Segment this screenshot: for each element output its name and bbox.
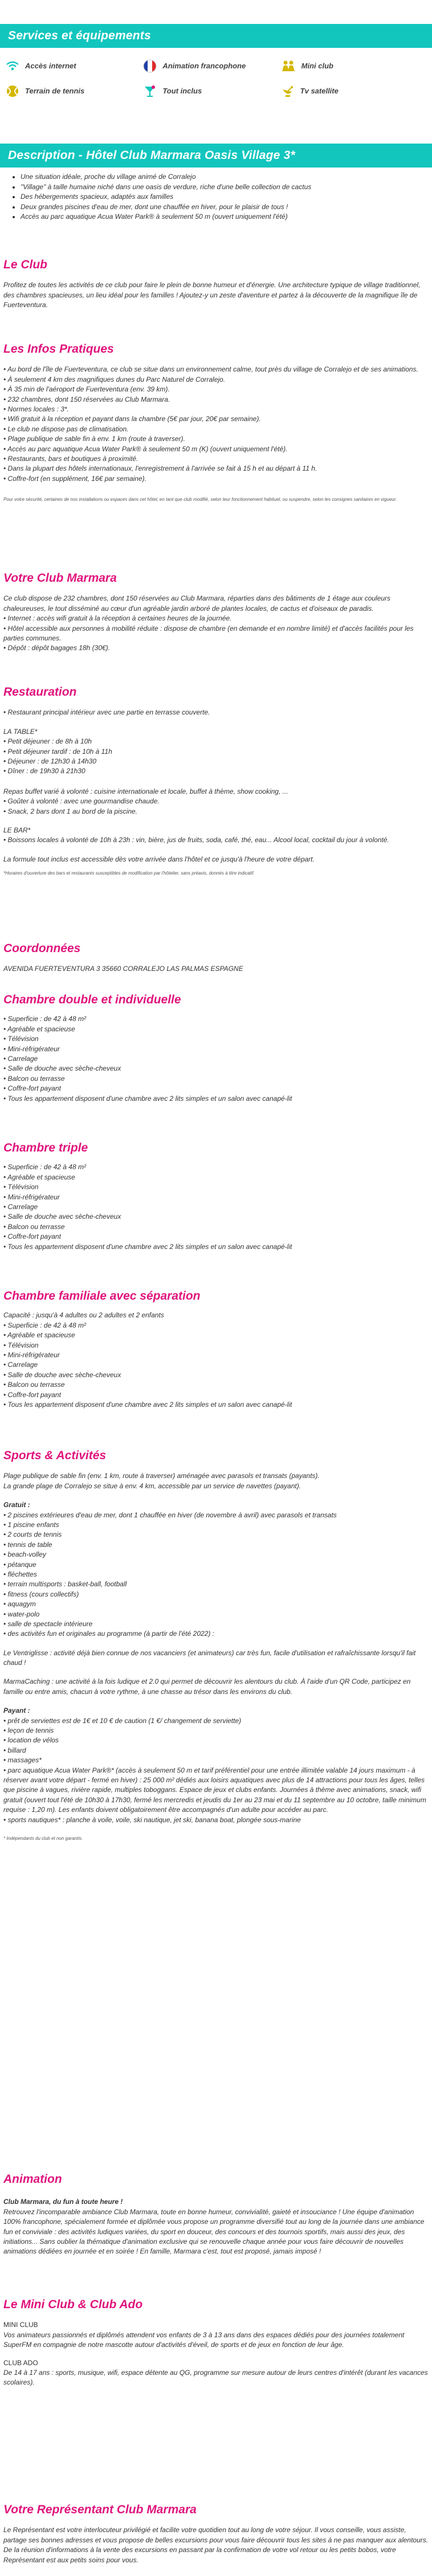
list-item: • Tous les appartement disposent d'une chambre avec 2 lits simples et un salon avec canapé-lit [3,1094,292,1103]
paragraph: Plage publique de sable fin (env. 1 km, route à traverser) aménagée avec parasols et transats (payants). [3,1472,320,1480]
list-item: • sports nautiques* : planche à voile, voile, ski nautique, jet ski, banana boat, plongée sous-marine [3,1815,301,1824]
miniclub-title: Le Mini Club & Club Ado [3,2298,143,2311]
list-item: • salle de spectacle intérieure [3,1619,93,1628]
list-item: • Le club ne dispose pas de climatisation. [3,424,129,433]
list-item: • fléchettes [3,1570,37,1578]
service-allinclusive [143,84,280,98]
room-capacity: Capacité : jusqu'à 4 adultes ou 2 adultes et 2 enfants [3,1311,164,1320]
list-item: • Tous les appartement disposent d'une chambre avec 2 lits simples et un salon avec canapé-lit [3,1400,292,1409]
list-item: • Superficie : de 42 à 48 m² [3,1015,86,1023]
description-header: Description - Hôtel Club Marmara Oasis Village 3* [0,144,432,168]
table-hours [3,737,429,777]
list-item: • Wifi gratuit à la réception et payant dans la chambre (5€ par jour, 20€ par semaine). [3,415,261,423]
sports-title: Sports & Activités [3,1449,107,1462]
room-features [3,1014,429,1104]
animation-lead: Club Marmara, du fun à toute heure ! [3,2198,123,2206]
miniclub-text: Vos animateurs passionnés et diplômés attendent vos enfants de 3 à 13 ans dans des espaces dédiés pour des journées totalement SuperFM en compagnie de notre mascotte autour d'activités d'éveil, de sports et de jeux en fonction de leur âge. [3,2330,405,2349]
service-label: Accès internet [25,62,76,71]
infos-list [3,365,429,484]
list-item: • leçon de tennis [3,1726,54,1735]
list-item: • Mini-réfrigérateur [3,1044,60,1053]
list-item: • Carrelage [3,1055,38,1063]
restauration-note: *Horaires d'ouverture des bars et restaurants susceptibles de modification par l'hôtelier, sans préavis, donnés à titre indicatif. [3,871,255,876]
list-item: • Superficie : de 42 à 48 m² [3,1163,86,1171]
list-item: • terrain multisports : basket-ball, football [3,1580,127,1589]
gratuit-list [3,1511,429,1639]
votre-club-title: Votre Club Marmara [3,571,117,585]
list-item: • Au bord de l'île de Fuerteventura, ce club se situe dans un environnement calme, tout près du village de Corralejo et de ses animations. [3,365,418,374]
room-title: Chambre familiale avec séparation [3,1289,201,1303]
list-item: • Salle de douche avec sèche-cheveux [3,1064,121,1073]
service-tennis [6,84,143,98]
list-item: • Snack, 2 bars dont 1 au bord de la piscine. [3,807,138,815]
list-item: • Mini-réfrigérateur [3,1193,60,1201]
sports-note: * Indépendants du club et non garantis. [3,1835,83,1841]
sports-intro [3,1471,429,1491]
list-item: • Salle de douche avec sèche-cheveux [3,1370,121,1379]
list-item: • Des hébergements spacieux, adaptés aux familles [21,192,432,202]
service-miniclub [281,59,418,73]
service-label: Tv satellite [300,87,339,96]
list-item: • Tous les appartement disposent d'une chambre avec 2 lits simples et un salon avec canapé-lit [3,1242,292,1251]
list-item: • billard [3,1746,26,1754]
list-item: • prêt de serviettes est de 1€ et 10 € de caution (1 €/ changement de serviette) [3,1716,242,1725]
wifi-icon [6,60,19,72]
restauration-intro: • Restaurant principal intérieur avec une partie en terrasse couverte. [3,708,210,717]
paragraph: Ce club dispose de 232 chambres, dont 150 réservées au Club Marmara, réparties dans des bâtiments de 1 étage aux couleurs chaleureuses, le tout disséminé au cœur d'un agréable jardin arboré de plantes locales, de cactus et d'oiseaux de paradis. [3,594,391,613]
restauration-title: Restauration [3,685,77,699]
service-label: Animation francophone [162,62,246,71]
list-item: • beach-volley [3,1550,46,1559]
list-item: • Balcon ou terrasse [3,1074,65,1083]
list-item: • À 35 min de l'aéroport de Fuerteventura (env. 39 km). [3,385,170,394]
rep-text: Le Représentant est votre interlocuteur privilégié et facilite votre quotidien tout au long de votre séjour. Il vous conseille, vous assiste, partage ses bonnes adresses et vous propose de belles excursions pour vous faire découvrir tous les sites à ne pas manquer aux alentours. De la réunion d'informations à la vente des excursions en passant par la confirmation de votre vol retour ou les petits bobos, votre Représentant est aux petits soins pour vous. [3,2526,429,2564]
list-item: • location de vélos [3,1736,59,1745]
list-item: • Mini-réfrigérateur [3,1351,60,1359]
room-title: Chambre double et individuelle [3,993,181,1006]
bar-text: • Boissons locales à volonté de 10h à 23h : vin, bière, jus de fruits, soda, café, thé, eau... Alcool local, cocktail du jour à volonté. [3,836,389,844]
list-item: • Superficie : de 42 à 48 m² [3,1321,86,1329]
room-title: Chambre triple [3,1141,88,1154]
services-grid [0,48,432,98]
list-item: • aquagym [3,1600,36,1609]
list-item: • Coffre-fort payant [3,1084,61,1093]
list-item: • Dans la plupart des hôtels internationaux, l'enregistrement à l'arrivée se fait à 15 h et au départ à 11 h. [3,464,317,473]
list-item: • water-polo [3,1610,40,1618]
list-item: • Déjeuner : de 12h30 à 14h30 [3,757,96,765]
clubado-text: De 14 à 17 ans : sports, musique, wifi, espace détente au QG, programme sur mesure autour de leurs centres d'intérêt (durant les vacances scolaires). [3,2369,428,2387]
list-item: • 232 chambres, dont 150 réservées au Club Marmara. [3,395,170,403]
list-item: • Dépôt : dépôt bagages 18h (30€). [3,644,111,652]
list-item: • Plage publique de sable fin à env. 1 km (route à traverser). [3,435,185,443]
coord-title: Coordonnées [3,942,81,955]
service-label: Terrain de tennis [25,87,85,96]
cocktail-icon [143,84,157,98]
list-item: • tennis de table [3,1540,52,1549]
clubado-head: CLUB ADO [3,2358,38,2367]
animation-title: Animation [3,2173,62,2186]
list-item: • Agréable et spacieuse [3,1331,75,1340]
payant-list [3,1716,429,1825]
list-item: • Carrelage [3,1203,38,1211]
votre-club-text [3,594,429,653]
service-label: Mini club [301,62,333,71]
list-item: • Une situation idéale, proche du village animé de Corralejo [21,172,432,182]
satellite-icon [281,84,295,98]
list-item: • À seulement 4 km des magnifiques dunes du Parc Naturel de Corralejo. [3,375,226,383]
list-item: • 1 piscine enfants [3,1521,59,1529]
description-list [0,172,432,222]
service-tv [281,84,418,98]
list-item: • Normes locales : 3*. [3,405,69,413]
marmacaching-text: MarmaCaching : une activité à la fois ludique et 2.0 qui permet de découvrir les alentours du club. À l'aide d'un QR Code, participez en famille ou entre amis, chacun à votre rythme, à une chasse au trésor dans les environs du club. [3,1677,411,1696]
list-item: • Petit déjeuner : de 8h à 10h [3,737,92,746]
list-item: • Petit déjeuner tardif : de 10h à 11h [3,747,112,756]
list-item: • Dîner : de 19h30 à 21h30 [3,767,85,775]
list-item: • Agréable et spacieuse [3,1173,75,1181]
list-item: • Internet : accès wifi gratuit à la réception à certaines heures de la journée. [3,614,232,623]
infos-title: Les Infos Pratiques [3,342,114,356]
list-item: • Télévision [3,1035,39,1043]
bar-head: LE BAR* [3,826,31,834]
room-features [3,1321,429,1410]
list-item: • massages* [3,1756,42,1765]
list-item: • parc aquatique Acua Water Park®* (accès à seulement 50 m et tarif préférentiel pour une entrée illimitée valable 14 jours maximum - à réserver avant votre départ - fermé en hiver) : 25 000 m² dédiés aux loisirs aquatiques avec plus de 14 attractions pour tous les âges, telles que piscine à vagues, rivière rapide, multiples toboggans. Espace de jeux et clubs enfants. Journées à thème avec animations, snack, wifi gratuit (ouvert tout l'été de 10h30 à 17h30, fermé les mercredis et jeudis du 1er au 23 mai et du 11 septembre au 10 octobre, taille minimum requise : 1,20 m). Les enfants doivent obligatoirement être accompagnés d'un adulte pour accéder au parc. [3,1766,426,1814]
list-item: • des activités fun et originales au programme (à partir de l'été 2022) : [3,1630,215,1638]
list-item: • Agréable et spacieuse [3,1024,75,1033]
french-flag-icon [143,59,157,73]
list-item: • Télévision [3,1341,39,1349]
address: AVENIDA FUERTEVENTURA 3 35660 CORRALEJO LAS PALMAS ESPAGNE [3,965,243,973]
list-item: • 2 courts de tennis [3,1530,62,1539]
list-item: • Goûter à volonté : avec une gourmandise chaude. [3,797,160,806]
service-animation [143,59,280,73]
service-internet [6,59,143,73]
list-item: • 2 piscines extérieures d'eau de mer, dont 1 chauffée en hiver (de novembre à avril) avec parasols et transats [3,1511,337,1519]
list-item: • Balcon ou terrasse [3,1222,65,1231]
tennis-icon [6,84,19,98]
formule-text: La formule tout inclus est accessible dès votre arrivée dans l'hôtel et ce jusqu'à l'heure de votre départ. [3,855,315,863]
paragraph: La grande plage de Corralejo se situe à env. 4 km, accessible par un service de navettes (payant). [3,1481,301,1490]
rep-title: Votre Représentant Club Marmara [3,2503,197,2516]
list-item: • fitness (cours collectifs) [3,1590,79,1598]
list-item: • Deux grandes piscines d'eau de mer, dont une chauffée en hiver, pour le plaisir de tous ! [21,202,432,212]
animation-text: Retrouvez l'incomparable ambiance Club Marmara, toute en bonne humeur, convivialité, gaieté et insouciance ! Une équipe d'animation 100% francophone, spécialement formée et diplômée vous propose un programme diversifié tout au long de la journée dans une ambiance fun et conviviale : des activités ludiques variées, du sport en douceur, des concours et des tournois sportifs, mais aussi des jeux, des initiations... Sans oublier la thématique d'animation exclusive qui se renouvelle chaque année pour vous faire découvrir de nouvelles animations dédiées en journée et en soirée ! En famille, Marmara c'est, tout est proposé, jamais imposé ! [3,2207,425,2256]
services-header: Services et équipements [0,24,432,48]
room-features [3,1162,429,1252]
list-item: • Coffre-fort payant [3,1232,61,1241]
infos-note: Pour votre sécurité, certaines de nos installations ou espaces dans cet hôtel, en tant que club modifié, selon leur fonctionnement habituel, ou suspendre, selon les consignes sanitaires en vigueur. [3,497,397,503]
club-title: Le Club [3,258,47,271]
list-item: • Coffre-fort payant [3,1390,61,1399]
repas-list [3,787,429,817]
list-item: • Coffre-fort (en supplément, 16€ par semaine). [3,474,146,483]
list-item: • Carrelage [3,1361,38,1369]
list-item: • Accès au parc aquatique Acua Water Park® à seulement 50 m (K) (ouvert uniquement l'été). [3,444,288,453]
kids-icon [281,60,296,72]
list-item: • Restaurants, bars et boutiques à proximité. [3,454,138,463]
list-item: • Balcon ou terrasse [3,1381,65,1389]
list-item: • Salle de douche avec sèche-cheveux [3,1213,121,1221]
service-label: Tout inclus [162,87,202,96]
list-item: • Télévision [3,1183,39,1191]
list-item: • Accès au parc aquatique Acua Water Park® à seulement 50 m (ouvert uniquement l'été) [21,212,432,222]
list-item: • "Village" à taille humaine niché dans une oasis de verdure, riche d'une belle collection de cactus [21,182,432,192]
miniclub-head: MINI CLUB [3,2321,38,2329]
ventriglisse-text: Le Ventriglisse : activité déjà bien connue de nos vacanciers (et animateurs) car très fun, facile d'utilisation et rafraîchissante lorsqu'il fait chaud ! [3,1648,416,1667]
list-item: • Hôtel accessible aux personnes à mobilité réduite : dispose de chambre (en demande et en nombre limité) et d'accès facilités pour les parties communes. [3,624,414,642]
table-head: LA TABLE* [3,727,38,736]
club-text: Profitez de toutes les activités de ce club pour faire le plein de bonne humeur et d'énergie. Une architecture typique de village traditionnel, des chambres spacieuses, un lieu idéal pour les familles ! Ajoutez-y un zeste d'aventure et partez à la découverte de la magnifique île de Fuerteventura. [3,281,421,309]
gratuit-head: Gratuit : [3,1501,30,1509]
payant-head: Payant : [3,1707,30,1715]
list-item: • pétanque [3,1560,36,1569]
list-item: Repas buffet varié à volonté : cuisine internationale et locale, buffet à thème, show cooking, ... [3,787,288,795]
